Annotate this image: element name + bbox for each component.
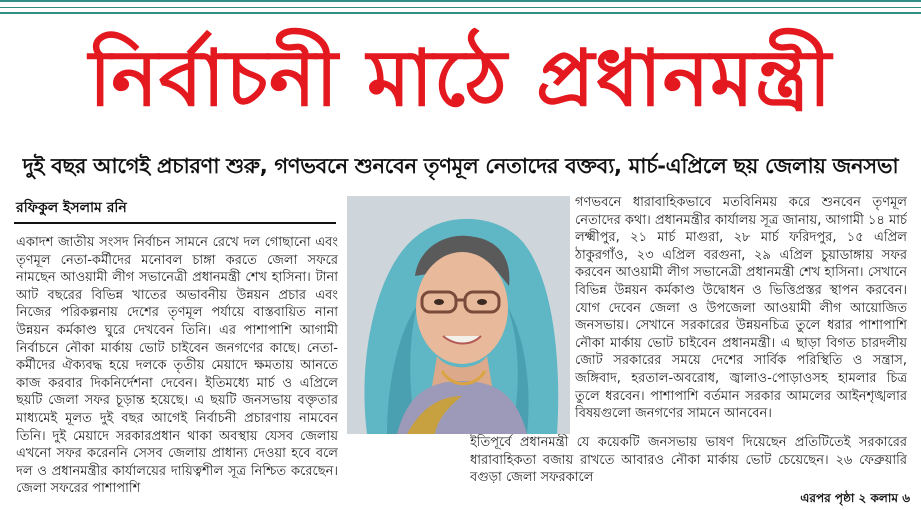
continuation-note: এরপর পৃষ্ঠা ২ কলাম ৬ bbox=[800, 491, 910, 505]
headline: নির্বাচনী মাঠে প্রধানমন্ত্রী bbox=[88, 34, 833, 124]
portrait-illustration bbox=[347, 196, 570, 434]
portrait-photo bbox=[347, 196, 570, 434]
article-column-left: একাদশ জাতীয় সংসদ নির্বাচন সামনে রেখে দল গোছানো এবং তৃণমূল নেতা-কর্মীদের মনোবল চাঙ্গা করতে জেলা সফরে নামছেন আওয়ামী লীগ সভানেত্রী প্রধানমন্ত্রী শেখ হাসিনা। টানা আট বছরের বিভিন্ন খাতের অভাবনীয় উন্নয়ন প্রচার এবং নিজের পরিকল্পনায় দেশের তৃণমূল পর্যায়ে বাস্তবায়িত নানা উন্নয়ন কর্মকাণ্ড ঘুরে দেখবেন তিনি। এর পাশাপাশি আগামী নির্বাচনে নৌকা মার্কায় ভোট চাইবেন জনগণের কাছে। নেতা-কর্মীদের ঐক্যবদ্ধ হয়ে দলকে তৃতীয় মেয়াদে ক্ষমতায় আনতে কাজ করবার দিকনির্দেশনা দেবেন। ইতিমধ্যে মার্চ ও এপ্রিলে ছয়টি জেলা সফর চূড়ান্ত হয়েছে। এ ছয়টি জনসভায় বক্তৃতার মাধ্যমেই মূলত দুই বছর আগেই নির্বাচনী প্রচারণায় নামবেন তিনি। দুই মেয়াদে সরকারপ্রধান থাকা অবস্থায় যেসব জেলায় এখনো সফর করেননি সেসব জেলায় প্রাধান্য দেওয়া হবে বলে দল ও প্রধানমন্ত্রীর কার্যালয়ের দায়িত্বশীল সূত্র নিশ্চিত করেছেন। জেলা সফরের পাশাপাশি bbox=[16, 235, 338, 497]
masthead-rule-inner bbox=[0, 7, 921, 8]
subheadline: দুই বছর আগেই প্রচারণা শুরু, গণভবনে শুনবেন তৃণমূল নেতাদের বক্তব্য, মার্চ-এপ্রিলে ছয় জেলায় জনসভা bbox=[22, 154, 899, 178]
masthead-rule bbox=[0, 0, 921, 14]
byline-rule bbox=[14, 222, 336, 224]
byline: রফিকুল ইসলাম রনি bbox=[16, 200, 127, 216]
article-column-right: গণভবনে ধারাবাহিকভাবে মতবিনিময় করে শুনবেন তৃণমূল নেতাদের কথা। প্রধানমন্ত্রীর কার্যালয় সূত্র জানায়, আগামী ১৪ মার্চ লক্ষ্মীপুর, ২১ মার্চ মাগুরা, ২৮ মার্চ ফরিদপুর, ১৫ এপ্রিল ঠাকুরগাঁও, ২৩ এপ্রিল বরগুনা, ২৯ এপ্রিল চুয়াডাঙ্গায় সফর করবেন আওয়ামী লীগ সভানেত্রী প্রধানমন্ত্রী শেখ হাসিনা। সেখানে বিভিন্ন উন্নয়ন কর্মকাণ্ড উদ্বোধন ও ভিত্তিপ্রস্তর স্থাপন করবেন। যোগ দেবেন জেলা ও উপজেলা আওয়ামী লীগ আয়োজিত জনসভায়। সেখানে সরকারের উন্নয়নচিত্র তুলে ধরার পাশাপাশি নৌকা মার্কায় ভোট চাইবেন প্রধানমন্ত্রী। এ ছাড়া বিগত চারদলীয় জোট সরকারের সময়ে দেশের সার্বিক পরিস্থিতি ও সন্ত্রাস, জঙ্গিবাদ, হরতাল-অবরোধ, জ্বালাও-পোড়াওসহ হামলার চিত্র তুলে ধরবেন। পাশাপাশি বর্তমান সরকার আমলের আইনশৃঙ্খলার বিষয়গুলো জনগণের সামনে আনবেন। bbox=[575, 195, 907, 422]
article-column-bottom: ইতিপূর্বে প্রধানমন্ত্রী যে কয়েকটি জনসভায় ভাষণ দিয়েছেন প্রতিটিতেই সরকারের ধারাবাহিকতা বজায় রাখতে আবারও নৌকা মার্কায় ভোট চেয়েছেন। ২৬ ফেব্রুয়ারি বগুড়া জেলা সফরকালে bbox=[470, 435, 907, 486]
